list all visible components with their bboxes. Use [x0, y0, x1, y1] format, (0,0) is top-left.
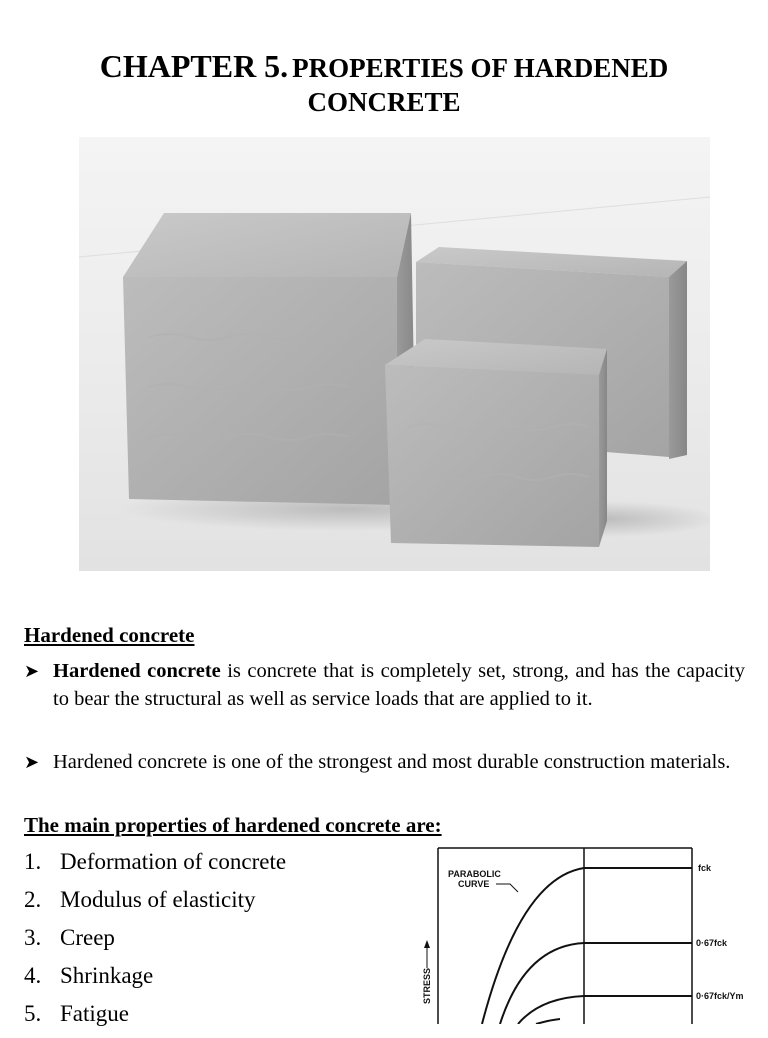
bullet-text: is concrete that is completely set, strong, and has the capacity to bear the structural as well as service loads that are applied to it. [53, 660, 745, 710]
title-line-2: CONCRETE [307, 87, 461, 117]
large-cube [123, 213, 415, 505]
bullet-bold-term: Hardened concrete [53, 660, 221, 682]
list-item: 4. Shrinkage [24, 963, 154, 988]
level-label-fck: fck [698, 863, 712, 873]
stress-axis-label: STRESS [422, 967, 432, 1004]
stress-curve-diagram [410, 838, 768, 1024]
bullet-text: Hardened concrete is one of the strongest and most durable construction materials. [53, 751, 731, 773]
bullet-item [24, 748, 745, 776]
section-heading: Hardened concrete [24, 623, 195, 647]
list-item: 3. Creep [24, 925, 115, 950]
arrow-bullet-icon: ➤ [24, 661, 40, 681]
list-item: 2. Modulus of elasticity [24, 887, 256, 912]
level-label-067fck-ym: 0·67fck/Ym [696, 991, 744, 1001]
properties-list [24, 848, 286, 1038]
level-label-067fck: 0·67fck [696, 938, 728, 948]
chapter-number: CHAPTER 5. [99, 48, 289, 84]
list-item: 1. Deformation of concrete [24, 849, 287, 874]
properties-heading: The main properties of hardened concrete are: [24, 813, 442, 837]
arrow-bullet-icon: ➤ [24, 752, 40, 772]
curve-label-2: CURVE [458, 879, 490, 889]
page-title [0, 46, 768, 120]
list-item: 5. Fatigue [24, 1001, 129, 1026]
curve-label-1: PARABOLIC [448, 869, 501, 879]
bullet-item [24, 657, 745, 713]
small-cube [385, 339, 607, 547]
concrete-cubes-image [79, 137, 710, 571]
title-line-1: PROPERTIES OF HARDENED [292, 53, 669, 83]
